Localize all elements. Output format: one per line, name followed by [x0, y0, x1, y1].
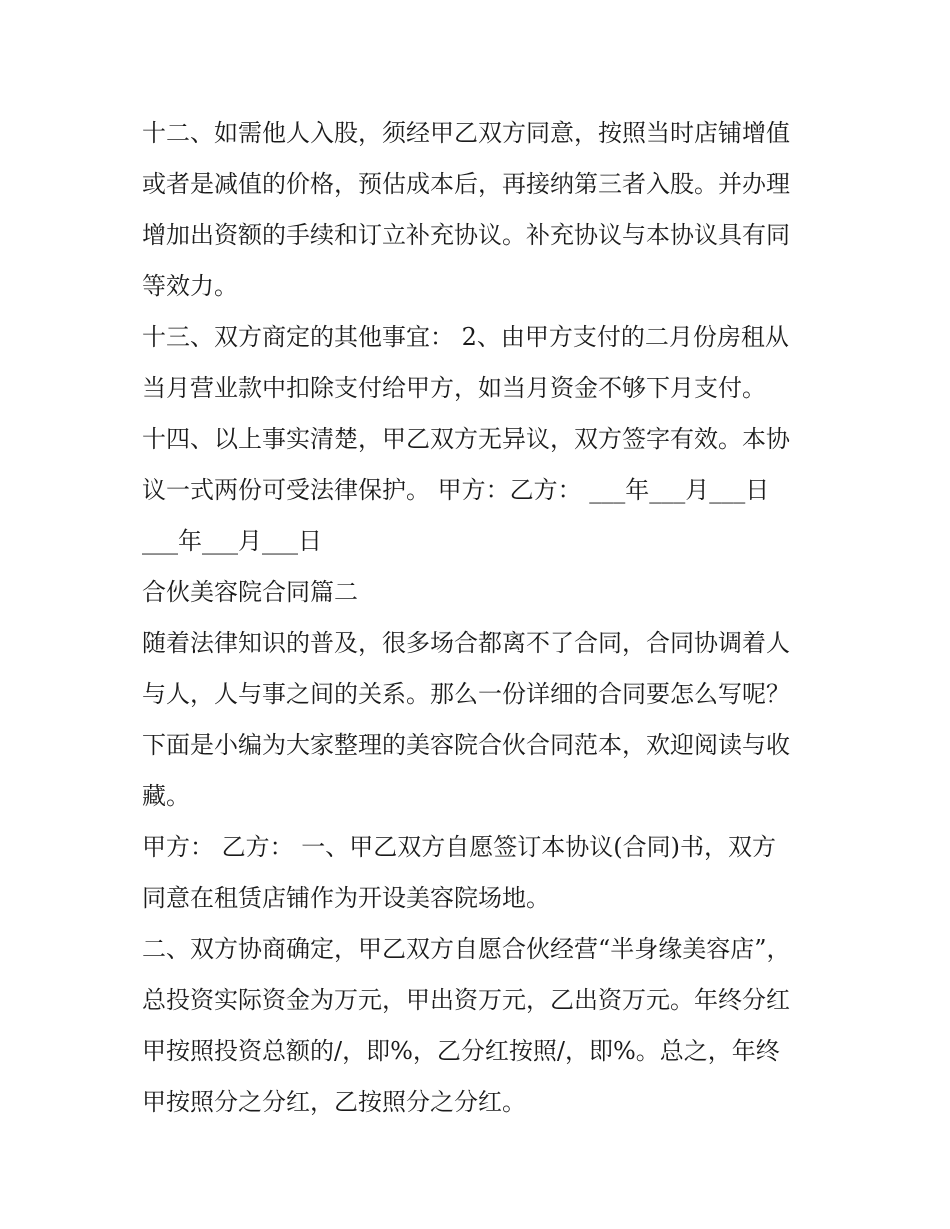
- text-line: 十四、以上事实清楚，甲乙双方无异议，双方签字有效。本协: [142, 425, 790, 453]
- text-line: 藏。: [142, 782, 190, 810]
- section-heading: [142, 567, 822, 618]
- text-line: 议一式两份可受法律保护。 甲方：乙方： ___年___月___日: [142, 476, 770, 504]
- text-line: 下面是小编为大家整理的美容院合伙合同范本，欢迎阅读与收: [142, 731, 790, 759]
- text-line: 等效力。: [142, 272, 238, 300]
- text-line: 增加出资额的手续和订立补充协议。补充协议与本协议具有同: [142, 221, 790, 249]
- text-line: 或者是减值的价格，预估成本后，再接纳第三者入股。并办理: [142, 170, 790, 198]
- paragraph-clause-1: [142, 822, 822, 924]
- paragraph-intro: [142, 618, 822, 822]
- paragraph-clause-12: [142, 108, 822, 312]
- text-line: 甲方： 乙方： 一、甲乙双方自愿签订本协议(合同)书，双方: [142, 833, 776, 861]
- paragraph-clause-14: [142, 414, 822, 567]
- text-line: 二、双方协商确定，甲乙双方自愿合伙经营“半身缘美容店”，: [142, 935, 791, 963]
- text-line: 与人，人与事之间的关系。那么一份详细的合同要怎么写呢？: [142, 680, 790, 708]
- text-line: ___年___月___日: [142, 527, 322, 555]
- paragraph-clause-2: [142, 924, 822, 1128]
- text-line: 甲按照投资总额的/，即%，乙分红按照/，即%。总之，年终: [142, 1037, 780, 1065]
- text-line: 总投资实际资金为万元，甲出资万元，乙出资万元。年终分红: [142, 986, 790, 1014]
- paragraph-clause-13: [142, 312, 822, 414]
- text-line: 随着法律知识的普及，很多场合都离不了合同，合同协调着人: [142, 629, 790, 657]
- text-line: 同意在租赁店铺作为开设美容院场地。: [142, 884, 550, 912]
- text-line: 十二、如需他人入股，须经甲乙双方同意，按照当时店铺增值: [142, 119, 790, 147]
- text-line: 甲按照分之分红，乙按照分之分红。: [142, 1088, 526, 1116]
- text-line: 当月营业款中扣除支付给甲方，如当月资金不够下月支付。: [142, 374, 766, 402]
- text-line: 十三、双方商定的其他事宜： 2、由甲方支付的二月份房租从: [142, 323, 789, 351]
- heading-line: 合伙美容院合同篇二: [142, 578, 358, 606]
- document-body: [142, 108, 822, 1128]
